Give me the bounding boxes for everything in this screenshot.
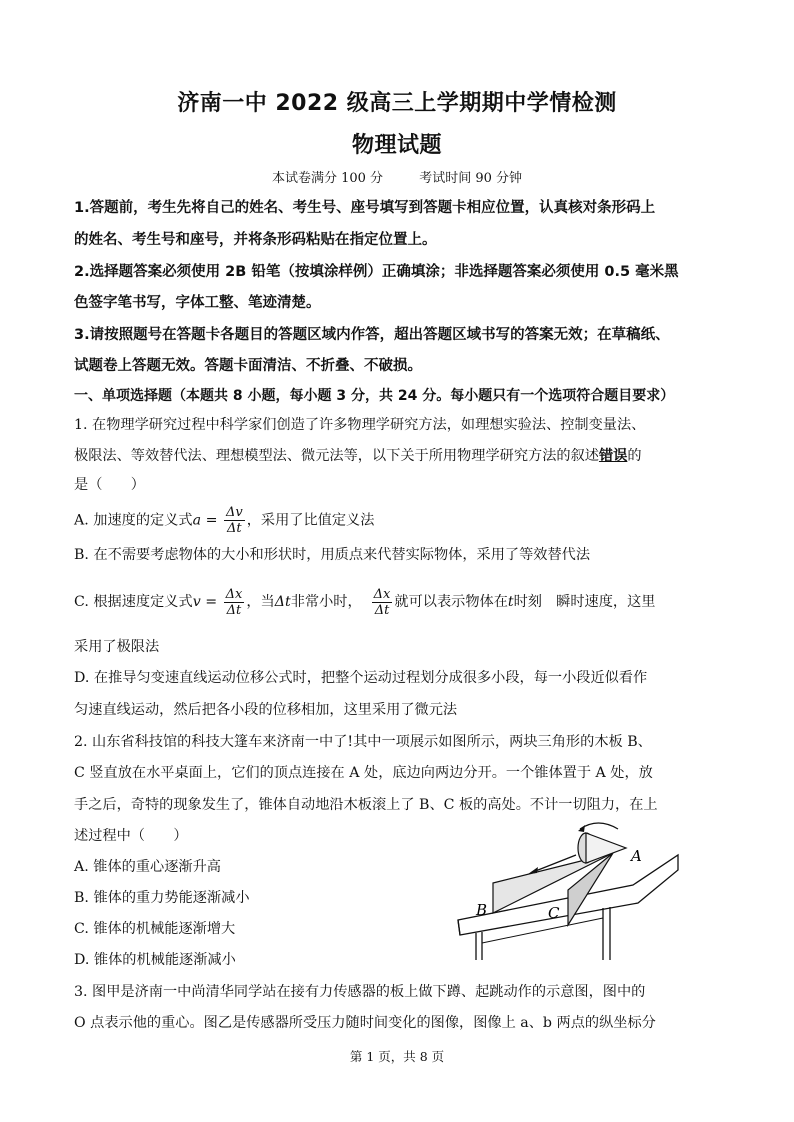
full-score: 本试卷满分 100 分 [271,171,384,186]
q2-option-c: C. 锥体的机械能逐渐增大 [74,921,236,937]
fraction-dx-dt: $\frac{\Delta x}{\Delta t}$ [225,586,243,618]
q2-stem-line-3: 手之后，奇特的现象发生了，锥体自动地沿木板滚上了 B、C 板的高处。不计一切阻力，在上 [74,797,658,813]
q2-option-a: A. 锥体的重心逐渐升高 [74,859,221,875]
instruction-3-line-1: 3.请按照题号在答题卡各题目的答题区域内作答，超出答题区域书写的答案无效；在草稿纸、 [74,327,670,343]
q2-stem-line-1: 2. 山东省科技馆的科技大篷车来济南一中了!其中一项展示如图所示，两块三角形的木板 B、 [74,734,652,750]
q1-option-a: A. 加速度的定义式a = $\frac{\Delta v}{\Delta t}$ ，采用了比值定义法 [74,505,375,536]
cone-boards-illustration [448,815,688,960]
q1-option-c-line-2: 采用了极限法 [74,639,160,655]
instruction-2-line-1: 2.选择题答案必须使用 2B 铅笔（按填涂样例）正确填涂；非选择题答案必须使用 0.5 毫米黑 [74,264,679,280]
q3-stem-line-2: O 点表示他的重心。图乙是传感器所受压力随时间变化的图像，图像上 a、b 两点的纵坐标分 [74,1015,656,1031]
instruction-3-line-2: 试题卷上答题无效。答题卡面清洁、不折叠、不破损。 [74,358,422,374]
q1-stem-line-1: 1. 在物理学研究过程中科学家们创造了许多物理学研究方法，如理想实验法、控制变量法、 [74,417,646,433]
page-footer: 第 1 页，共 8 页 [349,1049,445,1064]
q3-stem-line-1: 3. 图甲是济南一中尚清华同学站在接有力传感器的板上做下蹲、起跳动作的示意图，图中的 [74,984,646,1000]
fraction-dx-dt-2: $\frac{\Delta x}{\Delta t}$ [373,586,391,618]
q1-option-b: B. 在不需要考虑物体的大小和形状时，用质点来代替实际物体，采用了等效替代法 [74,547,591,563]
q1-option-d-line-2: 匀速直线运动，然后把各小段的位移相加，这里采用了微元法 [74,702,458,718]
instruction-2-line-2: 色签字笔书写，字体工整、笔迹清楚。 [74,295,321,311]
q2-option-b: B. 锥体的重力势能逐渐减小 [74,890,250,906]
label-a: A [631,847,642,865]
q1-stem-line-2: 极限法、等效替代法、理想模型法、微元法等，以下关于所用物理学研究方法的叙述错误的 [74,448,642,464]
cone-boards-figure [448,815,688,960]
instruction-1-line-2: 的姓名、考生号和座号，并将条形码粘贴在指定位置上。 [74,232,437,248]
label-b: B [476,901,488,919]
exam-meta [0,167,794,186]
keyword-wrong: 错误 [598,448,628,464]
exam-title: 济南一中 2022 级高三上学期期中学情检测 [177,91,617,116]
q2-stem-line-4: 述过程中（ ） [74,828,188,844]
label-c: C [548,904,560,922]
fraction-dv-dt: $\frac{\Delta v}{\Delta t}$ [225,505,243,536]
q2-stem-line-2: C 竖直放在水平桌面上，它们的顶点连接在 A 处，底边向两边分开。一个锥体置于 A 处，放 [74,765,653,781]
q1-stem-line-3: 是（ ） [74,477,145,493]
section-heading: 一、单项选择题（本题共 8 小题，每小题 3 分，共 24 分。每小题只有一个选项符合题目要求） [74,388,675,404]
q1-option-d-line-1: D. 在推导匀变速直线运动位移公式时，把整个运动过程划分成很多小段，每一小段近似看作 [74,670,648,686]
instruction-1-line-1: 1.答题前，考生先将自己的姓名、考生号、座号填写到答题卡相应位置，认真核对条形码上 [74,200,656,216]
exam-subtitle: 物理试题 [351,133,442,158]
exam-time: 考试时间 90 分钟 [419,171,523,186]
q2-option-d: D. 锥体的机械能逐渐减小 [74,952,236,968]
q1-option-c: C. 根据速度定义式v = $\frac{\Delta x}{\Delta t}$ ，当Δt非常小时， $\frac{\Delta x}{\Delta t}$ 就可以表示物体在t时刻 瞬时速度，这里 [74,586,656,618]
